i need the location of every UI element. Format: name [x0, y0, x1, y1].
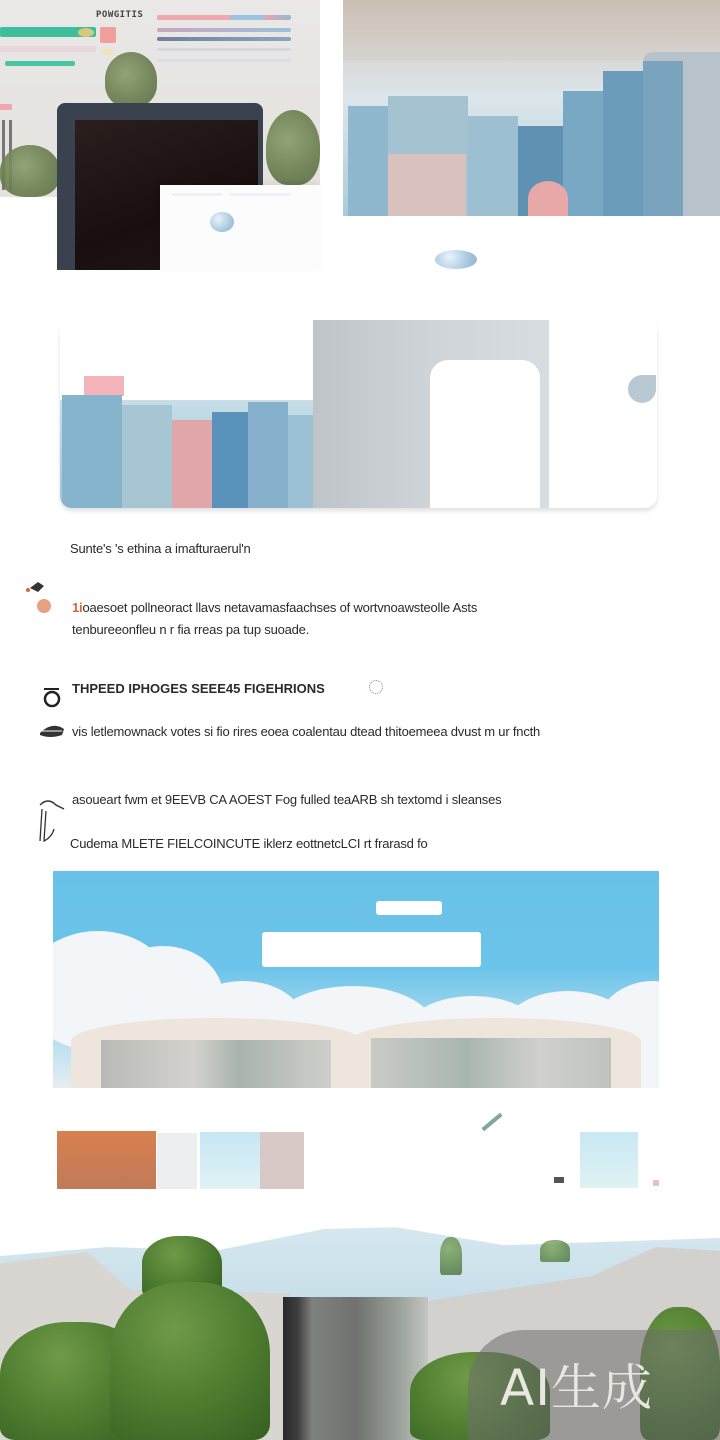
white-cutout: [430, 360, 540, 508]
building-roof: [84, 376, 124, 396]
ai-watermark-text: AI生成: [500, 1359, 653, 1417]
bowl-sketch-icon: [38, 683, 66, 711]
dashboard-row-bar: [157, 37, 291, 41]
thumbnail-wall[interactable]: [260, 1132, 304, 1189]
book-illustration: [101, 1040, 331, 1088]
list-item-2: vis letlemownack votes si fio rires eoea coalentau dtead thitoemeea dvust m ur fncth: [72, 724, 541, 739]
dashboard-bar: [0, 104, 12, 110]
thumbnail-sky-2[interactable]: [580, 1132, 638, 1188]
thumbnail-calendar[interactable]: [57, 1131, 156, 1189]
book-right-page: [351, 1018, 641, 1088]
dashboard-row-bar: [157, 59, 291, 62]
card-line: [230, 193, 290, 196]
city-skyline-photo: [343, 0, 720, 216]
dashboard-title: POWGITIS: [96, 10, 144, 20]
dashboard-bar: [0, 46, 96, 52]
section-heading: THPEED IPHOGES SEEE45 FIGEHRIONS: [72, 681, 325, 696]
building: [212, 412, 248, 508]
bar-marker-icon: [78, 28, 94, 37]
list-item-3-line-1: asoueart fwm et 9EEVB CA AOEST Fog fulled teaARB sh textomd i sleanses: [72, 792, 502, 807]
thumbnail-document[interactable]: [157, 1133, 197, 1189]
dashboard-row-bar: [157, 28, 291, 32]
tree-image: [266, 110, 320, 185]
small-tag-icon: [653, 1180, 659, 1186]
building: [62, 395, 122, 508]
tree-image: [540, 1240, 570, 1262]
flower-sketch-icon: [24, 586, 52, 614]
small-device-icon: [554, 1177, 564, 1183]
building: [563, 91, 603, 216]
list-item-1-line-2: tenbureeonfleu n r fia rreas pa tup suoade.: [72, 622, 310, 637]
tree-image: [105, 52, 157, 107]
bird-sketch-icon: [34, 797, 68, 847]
book-left-page: [71, 1018, 361, 1088]
building: [122, 405, 172, 508]
card-line: [172, 193, 222, 196]
droplet-icon: [210, 212, 234, 232]
feather-icon: [482, 1113, 503, 1131]
banner-pill: [376, 901, 442, 915]
list-item-text: oaesoet pollneoract llavs netavamasfaachses of wortvnoawsteolle Asts: [82, 600, 478, 615]
dashboard-row-bar: [157, 48, 291, 51]
banner-title-box: [262, 932, 481, 967]
hero-banner: [60, 320, 657, 508]
flower-badge-icon: [369, 680, 383, 694]
section-subtitle: Sunte's 's ethina a imafturaerul'n: [70, 541, 251, 556]
list-item-3-line-2: Cudema MLETE FIELCOINCUTE iklerz eottnetcLCI rt frarasd fo: [70, 836, 428, 851]
building: [172, 420, 212, 508]
building-mural: [388, 154, 466, 216]
building: [248, 402, 288, 508]
bush: [110, 1282, 270, 1440]
list-item-1-line-1: [72, 600, 477, 615]
sky-book-banner: [53, 871, 659, 1088]
overlay-card: [160, 185, 320, 270]
book-illustration: [371, 1038, 611, 1088]
building: [468, 116, 518, 216]
landscape-photo: [0, 1212, 720, 1440]
droplet-icon: [628, 375, 656, 403]
dashboard-bar: [5, 61, 75, 66]
building: [643, 61, 683, 216]
ceiling: [343, 0, 720, 60]
list-item-accent: 1i: [72, 600, 83, 615]
dashboard-row-bar: [157, 15, 291, 20]
tree-blossom: [528, 181, 568, 216]
thumbnail-sky[interactable]: [200, 1132, 260, 1189]
tree-image: [440, 1237, 462, 1275]
tree-image: [0, 145, 60, 197]
status-chip: [100, 27, 116, 43]
status-chip: [103, 49, 113, 55]
glass-door: [283, 1297, 428, 1440]
building: [603, 71, 643, 216]
boat-sketch-icon: [38, 718, 66, 746]
building: [348, 106, 388, 216]
droplet-icon: [435, 250, 477, 269]
